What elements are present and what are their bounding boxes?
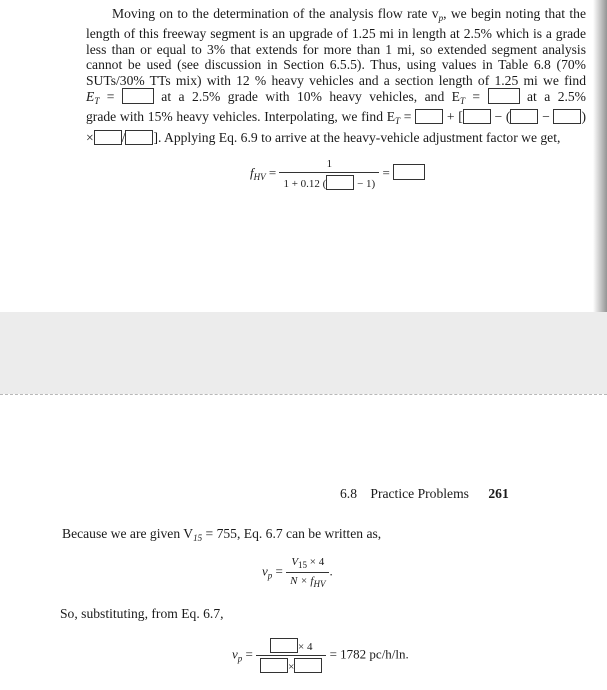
vp-substituted-equation: $v_p$ = $\frac{\times 4}{\times}$ = 1782 pc/h/ln. — [232, 638, 409, 673]
header-section-title: Practice Problems — [370, 486, 469, 501]
vp-formula-fraction: $\frac{V_{15} \times 4}{N \times f_{HV}}$ — [286, 556, 329, 589]
fhv-equation: $f_{HV}$ = $\frac{1}{1 + 0.12 ( - 1)}$ = — [250, 158, 425, 190]
vp-substituted-fraction: $\frac{\times 4}{\times}$ — [256, 638, 326, 673]
header-section-number: 6.8 — [340, 486, 357, 501]
vp-formula: $v_p$ = $\frac{V_{15} \times 4}{N \times f_{HV}}$ . — [262, 556, 333, 589]
para-line-2: length of this freeway segment is an upgrade of 1.25 mi in length at 2.5% which is a grade — [86, 26, 586, 42]
page-gap — [0, 312, 607, 394]
interp-box-3[interactable] — [510, 109, 538, 124]
para-line-1: Moving on to the determination of the analysis flow rate $v_p$, we begin noting that the — [112, 6, 586, 23]
interp-box-5[interactable] — [94, 130, 122, 145]
vp-result: = 1782 pc/h/ln. — [326, 646, 409, 662]
textbook-page-261 — [0, 466, 607, 690]
fhv-result-box[interactable] — [393, 164, 425, 180]
substituting-text: So, substituting, from Eq. 6.7, — [60, 606, 224, 621]
fhv-fraction: $\frac{1}{1 + 0.12 ( - 1)}$ — [279, 158, 379, 190]
vp-n-box[interactable] — [260, 658, 288, 673]
analysis-flow-paragraph — [86, 6, 586, 145]
para-line-7: grade with 15% heavy vehicles. Interpolating, we find $E_T$ = + [ − ( − ) — [86, 109, 586, 127]
para-line-3: less than or equal to 3% that extends for more than 1 mi, so extended segment analysis — [86, 41, 586, 57]
given-v15-text: Because we are given $V_{15} = 755$, Eq. 6.7 can be written as, — [62, 526, 382, 543]
et-10pct-answer-box[interactable] — [122, 88, 154, 104]
para-line-8: × / ]. Applying Eq. 6.9 to arrive at the heavy-vehicle adjustment factor we get, — [86, 129, 561, 145]
page-top-margin — [0, 396, 607, 466]
interp-box-1[interactable] — [415, 109, 443, 124]
para-line-5: SUTs/30% TTs mix) with 12 % heavy vehicles and a section length of 1.25 mi we find — [86, 72, 586, 88]
page-break-divider — [0, 394, 607, 395]
fhv-et-box[interactable] — [326, 175, 354, 190]
vp-fhv-box[interactable] — [294, 658, 322, 673]
interp-box-6[interactable] — [125, 130, 153, 145]
interp-box-2[interactable] — [463, 109, 491, 124]
vp-v15-box[interactable] — [270, 638, 298, 653]
header-page-number: 261 — [488, 486, 509, 501]
page-header — [340, 486, 509, 502]
para-line-6: $E_T$ = at a 2.5% grade with 10% heavy vehicles, and $E_T$ = at a 2.5% — [86, 89, 587, 107]
et-15pct-answer-box[interactable] — [488, 88, 520, 104]
para-line-4: cannot be used (see discussion in Section 6.5.5). Thus, using values in Table 6.8 (70% — [86, 57, 586, 73]
interp-box-4[interactable] — [553, 109, 581, 124]
textbook-page-top — [0, 0, 607, 312]
page-edge-shadow — [593, 0, 607, 312]
